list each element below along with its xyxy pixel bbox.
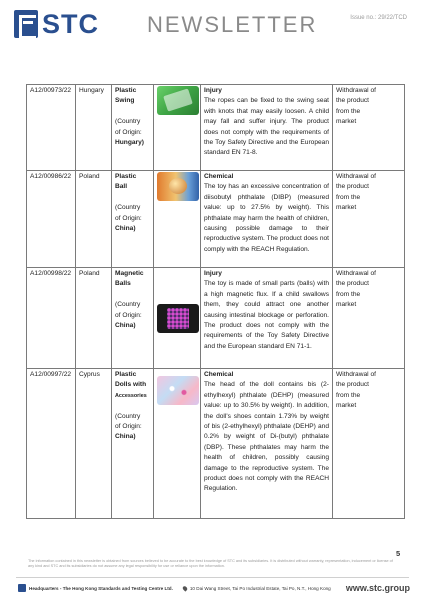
address-text: 10 Dai Wang Street, Tai Po Industrial Estate, Tai Po, N.T., Hong Kong: [189, 585, 331, 591]
measure-line: market: [336, 118, 357, 126]
measure-line: from the: [336, 391, 361, 399]
product-name-line: Plastic: [115, 87, 137, 94]
measure-line: Withdrawal of: [336, 270, 376, 277]
risk-type: Injury: [204, 87, 222, 94]
product-name-line: Plastic: [115, 371, 137, 378]
table-row: [27, 268, 405, 369]
origin-label: of Origin:: [115, 311, 142, 319]
risk-type: Injury: [204, 270, 222, 277]
measure-line: market: [336, 204, 357, 212]
measure-line: Withdrawal of: [336, 371, 376, 378]
product-name-line: Swing: [115, 97, 135, 105]
product-name-line: Ball: [115, 183, 128, 191]
measure-line: the product: [336, 381, 369, 389]
table-row: [27, 85, 405, 171]
product-photo-cell: [154, 171, 201, 268]
origin-label: (Country: [115, 301, 141, 309]
origin-label: of Origin:: [115, 128, 142, 136]
product-cell: [112, 268, 154, 369]
risk-description: The toy is made of small parts (balls) with a high magnetic flux. If a child swallows them, they could attract one another causing intestinal blockage or perforation. The product does not comply with the requirements of the Toy Safety Directive and the European standard EN 71-1.: [204, 280, 329, 350]
stc-logo: [14, 10, 99, 38]
measure-line: Withdrawal of: [336, 87, 376, 94]
measures-cell: [333, 85, 405, 171]
risk-type: Chemical: [204, 173, 234, 180]
recall-notices-table: [26, 84, 405, 519]
table-row: [27, 369, 405, 519]
risk-description: The head of the doll contains bis (2-ethylhexyl) phthalate (DEHP) (measured value: up to 30.5% by weight). In addition, the doll's shoes contain 1.73% by weight of bis (2-ethylhexyl) phthalate (DEHP) and 0.2% by weight of Di-(butyl) phthalate (DBP). These phthalates may harm the health of children, possibly causing damage to the reproductive system. The product does not comply with the REACH Regulation.: [204, 381, 329, 493]
measure-line: from the: [336, 290, 361, 298]
product-name-line: Balls: [115, 280, 131, 288]
notifying-country: Hungary: [76, 85, 112, 171]
risk-type: Chemical: [204, 371, 234, 378]
measure-line: from the: [336, 193, 361, 201]
headquarters-label: Headquarters - The Hong Kong Standards and Testing Centre Ltd.: [29, 585, 173, 591]
origin-label: (Country: [115, 118, 141, 126]
product-cell: [112, 171, 154, 268]
issue-number: Issue no.: 29/22/TCD: [350, 15, 407, 21]
measures-cell: [333, 268, 405, 369]
page-footer: [18, 582, 410, 594]
page-number: 5: [396, 549, 401, 558]
risk-cell: [201, 369, 333, 519]
magnetic-balls-photo: [157, 304, 199, 333]
origin-country: China): [115, 433, 136, 441]
disclaimer-text: The information contained in this newsletter is obtained from sources believed to be accurate to the best knowledge of STC and its subsidiaries. It is distributed without warranty, representation, inducement or license of any kind and STC and its subsidiaries do not assume any legal responsibility for use or reliance upon the information.: [28, 559, 393, 568]
measure-line: market: [336, 301, 357, 309]
origin-label: (Country: [115, 412, 141, 420]
measure-line: the product: [336, 97, 369, 105]
measures-cell: [333, 171, 405, 268]
measure-line: market: [336, 402, 357, 410]
table-row: [27, 171, 405, 268]
product-photo-cell: [154, 268, 201, 369]
origin-country: Hungary): [115, 139, 144, 147]
origin-label: of Origin:: [115, 214, 142, 222]
product-name-line: Accessories: [115, 392, 147, 399]
ref-number: A12/00998/22: [27, 268, 76, 369]
ref-number: A12/00997/22: [27, 369, 76, 519]
origin-country: China): [115, 322, 136, 330]
newsletter-header: [0, 0, 425, 48]
product-photo-cell: [154, 85, 201, 171]
website-link[interactable]: www.stc.group: [345, 583, 410, 593]
risk-description: The toy has an excessive concentration of diisobutyl phthalate (DIBP) (measured value: up to 27.5% by weight). This phthalate may harm the health of children, causing possible damage to their reproductive system. The product does not comply with the REACH Regulation.: [204, 183, 329, 253]
measure-line: Withdrawal of: [336, 173, 376, 180]
measures-cell: [333, 369, 405, 519]
risk-cell: [201, 85, 333, 171]
dolls-photo: [157, 376, 199, 405]
notifying-country: Poland: [76, 268, 112, 369]
ref-number: A12/00986/22: [27, 171, 76, 268]
footer-divider: [16, 577, 409, 578]
product-photo-cell: [154, 369, 201, 519]
green-swing-photo: [157, 86, 199, 115]
newsletter-title: NEWSLETTER: [147, 12, 318, 37]
measure-line: from the: [336, 107, 361, 115]
product-name-line: Magnetic: [115, 270, 144, 277]
product-name-line: Dolls with: [115, 381, 147, 389]
ref-number: A12/00973/22: [27, 85, 76, 171]
risk-description: The ropes can be fixed to the swing seat with knots that may easily loosen. A child may fall and suffer injury. The product does not comply with the requirements of the Toy Safety Directive and the European standard EN 71-8.: [204, 97, 329, 157]
stc-footer-logo-icon: [18, 584, 26, 592]
product-cell: [112, 369, 154, 519]
origin-country: China): [115, 225, 136, 233]
logo-text: STC: [42, 9, 99, 39]
product-cell: [112, 85, 154, 171]
origin-label: of Origin:: [115, 423, 142, 431]
location-pin-icon: [182, 585, 188, 591]
risk-cell: [201, 268, 333, 369]
stc-logo-icon: [14, 10, 38, 38]
risk-cell: [201, 171, 333, 268]
notifying-country: Poland: [76, 171, 112, 268]
measure-line: the product: [336, 183, 369, 191]
ball-photo: [157, 172, 199, 201]
origin-label: (Country: [115, 204, 141, 212]
measure-line: the product: [336, 280, 369, 288]
notifying-country: Cyprus: [76, 369, 112, 519]
product-name-line: Plastic: [115, 173, 137, 180]
